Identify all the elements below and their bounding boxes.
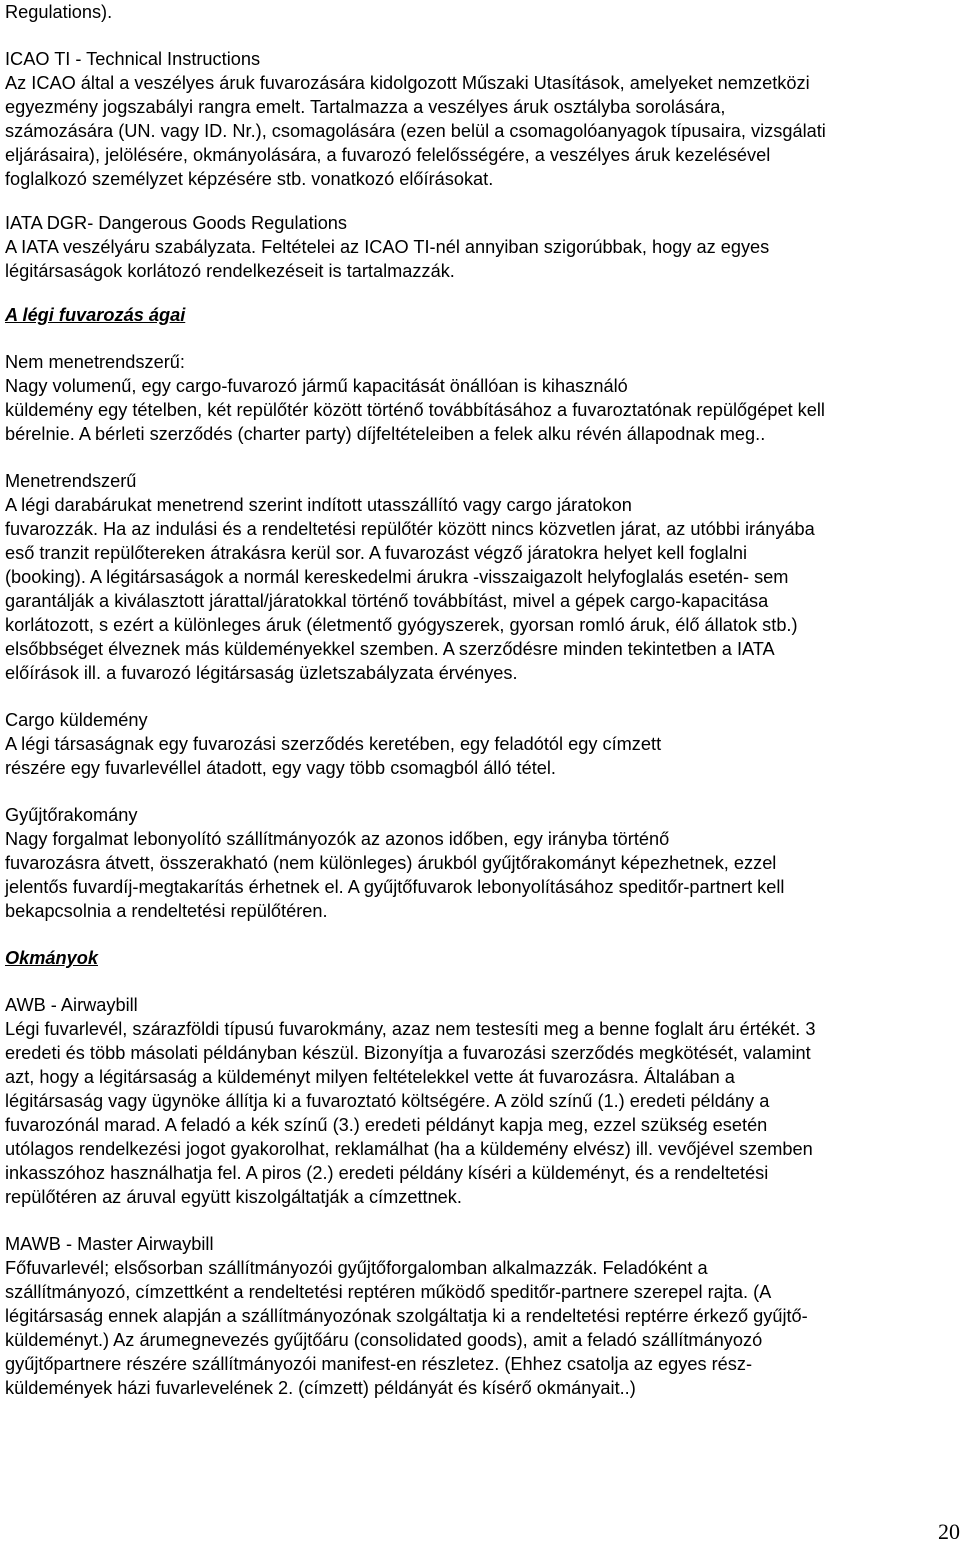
- document-page: [5, 0, 955, 1400]
- body-line: (booking). A légitársaságok a normál kereskedelmi árukra -visszaigazolt helyfoglalás esetén- sem: [5, 567, 789, 587]
- body-line: küldemény egy tételben, két repülőtér között történő továbbításához a fuvaroztatónak repülőgépet kell: [5, 400, 825, 420]
- body-line: utólagos rendelkezési jogot gyakorolhat, reklamálhat (ha a küldemény elvész) ill. vevőjével szemben: [5, 1139, 813, 1159]
- body-line: szállítmányozó, címzettként a rendeltetési reptéren működő speditőr-partnere szerepel rajta. (A: [5, 1282, 772, 1302]
- section-title: AWB - Airwaybill: [5, 995, 138, 1015]
- body-line: bérelnie. A bérleti szerződés (charter party) díjfeltételeiben a felek alku révén állapodnak meg..: [5, 424, 766, 444]
- body-line: bekapcsolnia a rendeltetési repülőtéren.: [5, 901, 328, 921]
- body-line: küldemények házi fuvarlevelének 2. (címzett) példányát és kísérő okmányait..): [5, 1378, 636, 1398]
- section-cargo-kuldemeny: [5, 708, 955, 780]
- body-line: fuvarozónál marad. A feladó a kék színű (3.) eredeti példányt kapja meg, ezzel szükség esetén: [5, 1115, 768, 1135]
- body-line: azt, hogy a légitársaság a küldeményt milyen feltételekkel vette át fuvarozásra. Általában a: [5, 1067, 735, 1087]
- section-title: Cargo küldemény: [5, 710, 148, 730]
- body-line: elsőbbséget élveznek más küldeményekkel szemben. A szerződésre minden tekintetben a IATA: [5, 639, 775, 659]
- body-line: korlátozott, s ezért a különleges áruk (életmentő gyógyszerek, gyorsan romló áruk, élő állatok stb.): [5, 615, 798, 635]
- body-line: garantálják a kiválasztott járattal/járatokkal történő továbbítást, mivel a gépek cargo-kapacitása: [5, 591, 769, 611]
- body-line: Légi fuvarlevél, szárazföldi típusú fuvarokmány, azaz nem testesíti meg a benne foglalt áru értékét. 3: [5, 1019, 816, 1039]
- section-menetrendszeru: [5, 469, 955, 685]
- body-line: fuvarozzák. Ha az indulási és a rendeltetési repülőtér között nincs közvetlen járat, az utóbbi irányába: [5, 519, 815, 539]
- body-line: számozására (UN. vagy ID. Nr.), csomagolására (ezen belül a csomagolóanyagok típusaira, vizsgálati: [5, 121, 826, 141]
- section-nem-menetrendszeru: [5, 350, 955, 446]
- body-line: A IATA veszélyáru szabályzata. Feltételei az ICAO TI-nél annyiban szigorúbbak, hogy az egyes: [5, 237, 770, 257]
- body-line: eredeti és több másolati példányban készül. Bizonyítja a fuvarozási szerződés megkötését, valamint: [5, 1043, 811, 1063]
- body-line: Nagy volumenű, egy cargo-fuvarozó jármű kapacitását önállóan is kihasználó: [5, 376, 628, 396]
- section-title: Nem menetrendszerű:: [5, 352, 185, 372]
- body-line: fuvarozásra átvett, összerakható (nem különleges) árukból gyűjtőrakományt képezhetnek, ezzel: [5, 853, 777, 873]
- body-line: Az ICAO által a veszélyes áruk fuvarozására kidolgozott Műszaki Utasítások, amelyeket nemzetközi: [5, 73, 810, 93]
- body-line: előírások ill. a fuvarozó légitársaság üzletszabályzata érvényes.: [5, 663, 518, 683]
- body-line: gyűjtőpartnere részére szállítmányozói manifest-en részletez. (Ehhez csatolja az egyes rész-: [5, 1354, 753, 1374]
- body-line: A légi darabárukat menetrend szerint indított utasszállító vagy cargo járatokon: [5, 495, 632, 515]
- section-awb: [5, 993, 955, 1209]
- body-line: jelentős fuvardíj-megtakarítás érhetnek el. A gyűjtőfuvarok lebonyolításához speditőr-partnert kell: [5, 877, 785, 897]
- body-line: eső tranzit repülőtereken átrakásra kerül sor. A fuvarozást végző járatokra helyet kell foglalni: [5, 543, 748, 563]
- section-title: Menetrendszerű: [5, 471, 137, 491]
- section-icao: [5, 47, 955, 191]
- body-line: légitársaságok korlátozó rendelkezéseit is tartalmazzák.: [5, 261, 455, 281]
- section-title: MAWB - Master Airwaybill: [5, 1234, 214, 1254]
- top-fragment: Regulations).: [5, 2, 113, 22]
- body-line: inkasszóhoz használhatja fel. A piros (2.) eredeti példány kíséri a küldeményt, és a rendeltetési: [5, 1163, 769, 1183]
- section-gyujtorakomany: [5, 803, 955, 923]
- body-line: küldeményt.) Az árumegnevezés gyűjtőáru (consolidated goods), amit a feladó szállítmányozó: [5, 1330, 763, 1350]
- body-line: légitársaság ennek alapján a szállítmányozónak szolgáltatja ki a rendeltetési reptérre érkező gyűjtő-: [5, 1306, 808, 1326]
- body-line: eljárásaira), jelölésére, okmányolására, a fuvarozó felelősségére, a veszélyes áruk kezelésével: [5, 145, 771, 165]
- body-line: foglalkozó személyzet képzésére stb. vonatkozó előírásokat.: [5, 169, 494, 189]
- heading-okmanyok: Okmányok: [5, 948, 98, 968]
- section-mawb: [5, 1232, 955, 1400]
- body-line: egyezmény jogszabályi rangra emelt. Tartalmazza a veszélyes áruk osztályba sorolására,: [5, 97, 726, 117]
- body-line: A légi társaságnak egy fuvarozási szerződés keretében, egy feladótól egy címzett: [5, 734, 662, 754]
- heading-legi-fuvarozas-agai: A légi fuvarozás ágai: [5, 305, 186, 325]
- section-title: IATA DGR- Dangerous Goods Regulations: [5, 213, 348, 233]
- page-number: 20: [938, 1519, 960, 1544]
- section-title: Gyűjtőrakomány: [5, 805, 138, 825]
- body-line: Főfuvarlevél; elsősorban szállítmányozói gyűjtőforgalomban alkalmazzák. Feladóként a: [5, 1258, 708, 1278]
- body-line: részére egy fuvarlevéllel átadott, egy vagy több csomagból álló tétel.: [5, 758, 556, 778]
- section-title: ICAO TI - Technical Instructions: [5, 49, 261, 69]
- section-iata: [5, 211, 955, 283]
- body-line: Nagy forgalmat lebonyolító szállítmányozók az azonos időben, egy irányba történő: [5, 829, 670, 849]
- body-line: légitársaság vagy ügynöke állítja ki a fuvaroztató költségére. A zöld színű (1.) eredeti példány a: [5, 1091, 770, 1111]
- body-line: repülőtéren az áruval együtt kiszolgáltatják a címzettnek.: [5, 1187, 462, 1207]
